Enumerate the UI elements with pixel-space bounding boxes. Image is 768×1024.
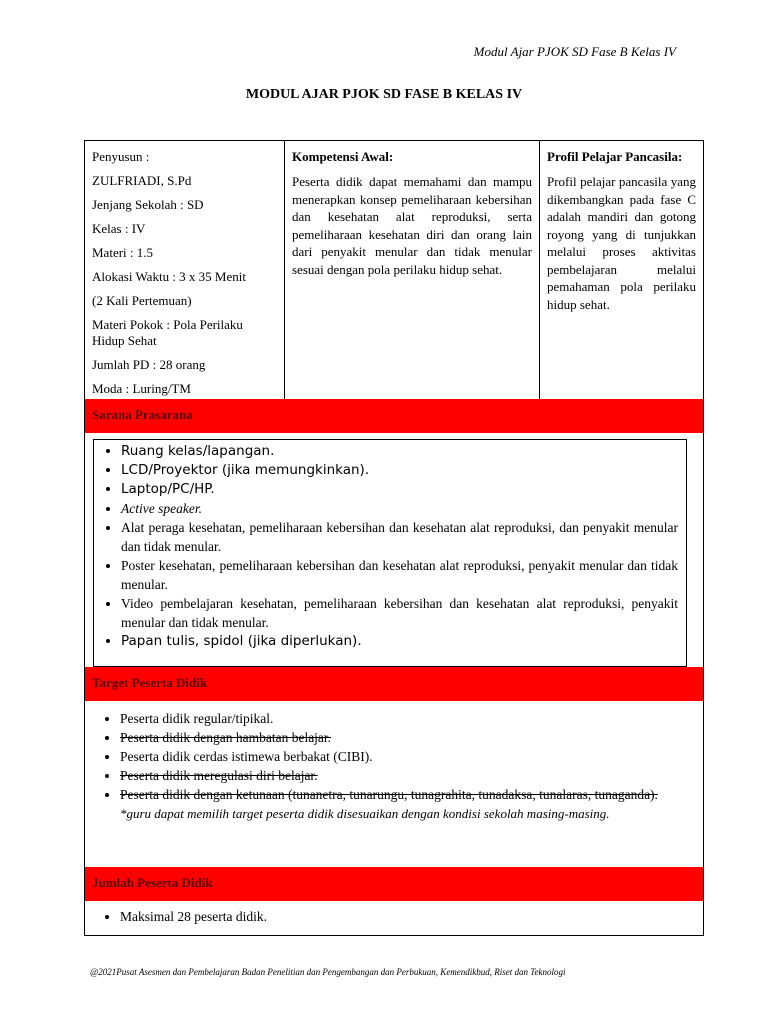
list-item: • Peserta didik meregulasi diri belajar. [120, 766, 697, 785]
list-item: • Video pembelajaran kesehatan, pemeliharaan kebersihan dan kesehatan alat reproduksi, penyakit menular dan tidak menular. [121, 594, 678, 632]
kompetensi-text: Peserta didik dapat memahami dan mampu menerapkan konsep pemeliharaan kebersihan dan kesehatan alat reproduksi, serta pemeliharaan kesehatan diri dan orang lain dari penyakit menular dan tidak menular sesuai dengan pola perilaku hidup sehat. [292, 174, 532, 277]
list-item: • Papan tulis, spidol (jika diperlukan). [121, 632, 678, 651]
target-note: *guru dapat memilih target peserta didik disesuaikan dengan kondisi sekolah masing-masing. [120, 806, 610, 821]
list-item: • Poster kesehatan, pemeliharaan kebersihan dan kesehatan alat reproduksi, penyakit menular dan tidak menular. [121, 556, 678, 594]
running-header: Modul Ajar PJOK SD Fase B Kelas IV [473, 44, 676, 59]
list-item: • Peserta didik cerdas istimewa berbakat (CIBI). [120, 747, 697, 766]
kompetensi-column [285, 141, 540, 399]
target-list [93, 709, 697, 804]
list-item: • LCD/Proyektor (jika memungkinkan). [121, 461, 678, 480]
moda: Moda : Luring/TM [92, 381, 191, 396]
module-table [84, 140, 704, 936]
list-item: • Ruang kelas/lapangan. [121, 442, 678, 461]
list-item: • Alat peraga kesehatan, pemeliharaan kebersihan dan kesehatan alat reproduksi, dan penyakit menular dan tidak menular. [121, 518, 678, 556]
sarana-list [94, 442, 678, 651]
document-title: MODUL AJAR PJOK SD FASE B KELAS IV [245, 87, 523, 102]
jumlah-pertemuan: (2 Kali Pertemuan) [92, 293, 192, 308]
list-item: • Peserta didik regular/tipikal. [120, 709, 697, 728]
materi-pokok: Materi Pokok : Pola Perilaku Hidup Sehat [92, 317, 243, 348]
alokasi-waktu: Alokasi Waktu : 3 x 35 Menit [92, 269, 246, 284]
sarana-heading: Sarana Prasarana [85, 399, 703, 433]
target-heading: Target Peserta Didik [85, 667, 703, 701]
jumlah-list-box [93, 907, 697, 926]
jumlah-heading: Jumlah Peserta Didik [85, 867, 703, 901]
jumlah-list [93, 907, 697, 926]
kelas: Kelas : IV [92, 221, 146, 236]
info-row [85, 141, 703, 399]
jumlah-pd: Jumlah PD : 28 orang [92, 357, 206, 372]
identity-column [85, 141, 285, 399]
penyusun-name: ZULFRIADI, S.Pd [92, 173, 192, 188]
penyusun-label: Penyusun : [92, 149, 150, 164]
list-item: • Maksimal 28 peserta didik. [120, 907, 697, 926]
footer-copyright: @2021Pusat Asesmen dan Pembelajaran Badan Penelitian dan Pengembangan dan Perbukuan, Kemendikbud, Riset dan Teknologi [90, 967, 566, 977]
profil-text: Profil pelajar pancasila yang dikembangkan pada fase C adalah mandiri dan gotong royong yang di tunjukkan melalui proses aktivitas pembelajaran melalui pemahaman pola perilaku hidup sehat. [547, 174, 696, 312]
list-item: • Peserta didik dengan ketunaan (tunanetra, tunarungu, tunagrahita, tunadaksa, tunalaras, tunaganda). [120, 785, 697, 804]
profil-heading: Profil Pelajar Pancasila: [547, 149, 683, 164]
profil-column [540, 141, 703, 399]
kompetensi-heading: Kompetensi Awal: [292, 149, 394, 164]
materi: Materi : 1.5 [92, 245, 154, 260]
list-item: • Active speaker. [121, 499, 678, 518]
target-list-box [93, 709, 697, 823]
list-item: • Laptop/PC/HP. [121, 480, 678, 499]
jenjang-sekolah: Jenjang Sekolah : SD [92, 197, 204, 212]
sarana-list-box [93, 439, 687, 667]
list-item: • Peserta didik dengan hambatan belajar. [120, 728, 697, 747]
